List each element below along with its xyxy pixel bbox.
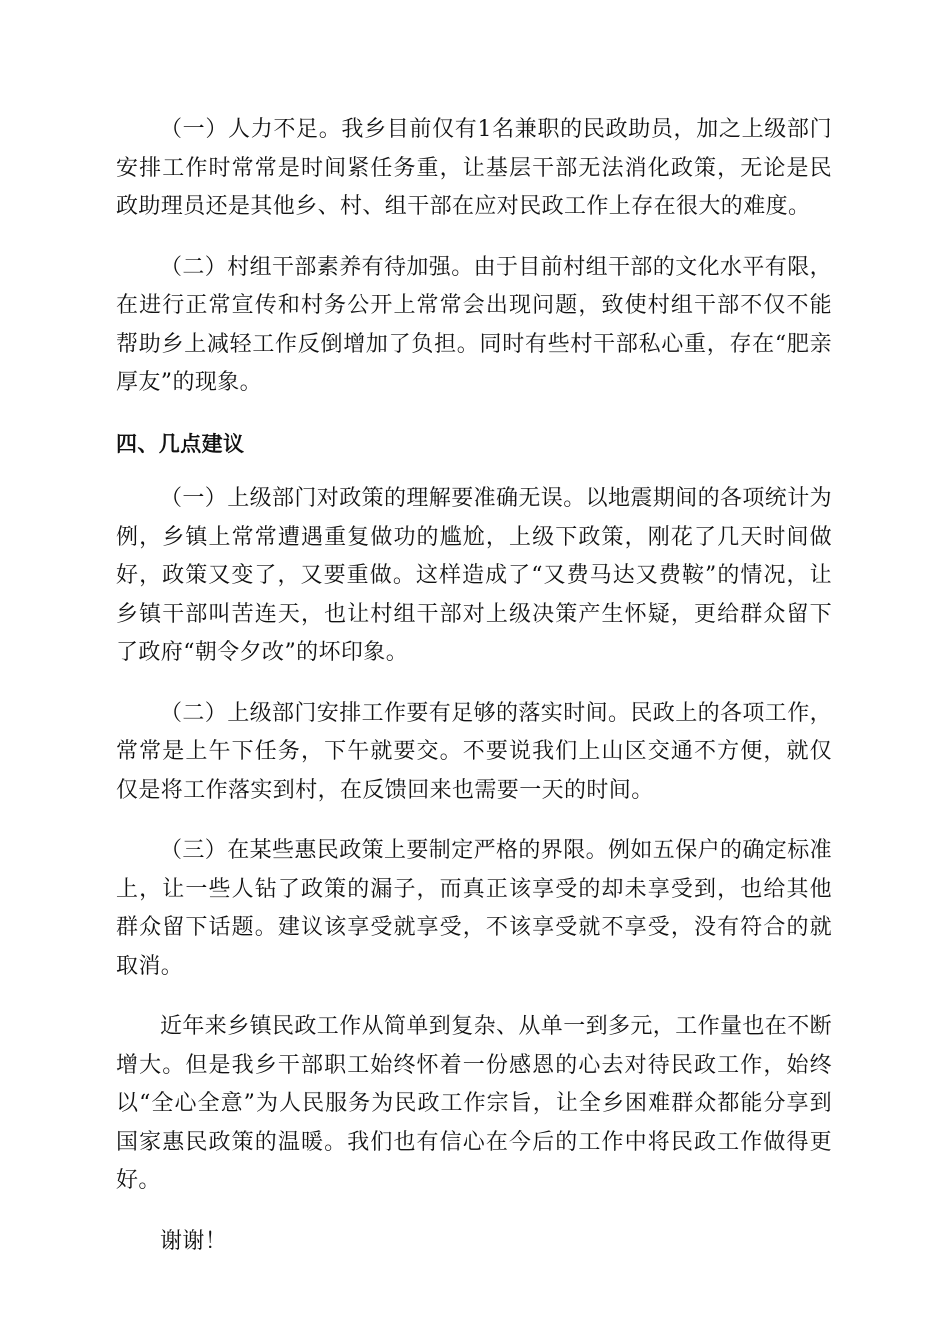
paragraph-suggestion-2: （二）上级部门安排工作要有足够的落实时间。民政上的各项工作，常常是上午下任务，下午就要交。不要说我们上山区交通不方便，就仅仅是将工作落实到村，在反馈回来也需要一天的时间。 bbox=[116, 700, 833, 803]
paragraph-village-cadres: （二）村组干部素养有待加强。由于目前村组干部的文化水平有限，在进行正常宣传和村务公开上常常会出现问题，致使村组干部不仅不能帮助乡上减轻工作反倒增加了负担。同时有些村干部私心重，存在“肥亲厚友”的现象。 bbox=[116, 254, 833, 395]
document-body bbox=[116, 111, 832, 1261]
section-heading: 四、几点建议 bbox=[116, 431, 245, 456]
paragraph-staff-shortage: （一）人力不足。我乡目前仅有1名兼职的民政助员，加之上级部门安排工作时常常是时间紧任务重，让基层干部无法消化政策，无论是民政助理员还是其他乡、村、组干部在应对民政工作上存在很大的难度。 bbox=[116, 117, 832, 219]
paragraph-suggestion-1: （一）上级部门对政策的理解要准确无误。以地震期间的各项统计为例，乡镇上常常遭遇重复做功的尴尬，上级下政策，刚花了几天时间做好，政策又变了，又要重做。这样造成了“又费马达又费鞍”的情况，让乡镇干部叫苦连天，也让村组干部对上级决策产生怀疑，更给群众留下了政府“朝令夕改”的坏印象。 bbox=[116, 486, 833, 665]
closing-thanks: 谢谢！ bbox=[160, 1228, 228, 1254]
paragraph-suggestion-3: （三）在某些惠民政策上要制定严格的界限。例如五保户的确定标准上，让一些人钻了政策的漏子，而真正该享受的却未享受到，也给其他群众留下话题。建议该享受就享受，不该享受就不享受，没有符合的就取消。 bbox=[116, 838, 833, 979]
paragraph-conclusion: 近年来乡镇民政工作从简单到复杂、从单一到多元，工作量也在不断增大。但是我乡干部职工始终怀着一份感恩的心去对待民政工作，始终以“全心全意”为人民服务为民政工作宗旨，让全乡困难群众都能分享到国家惠民政策的温暖。我们也有信心在今后的工作中将民政工作做得更好。 bbox=[116, 1014, 833, 1193]
